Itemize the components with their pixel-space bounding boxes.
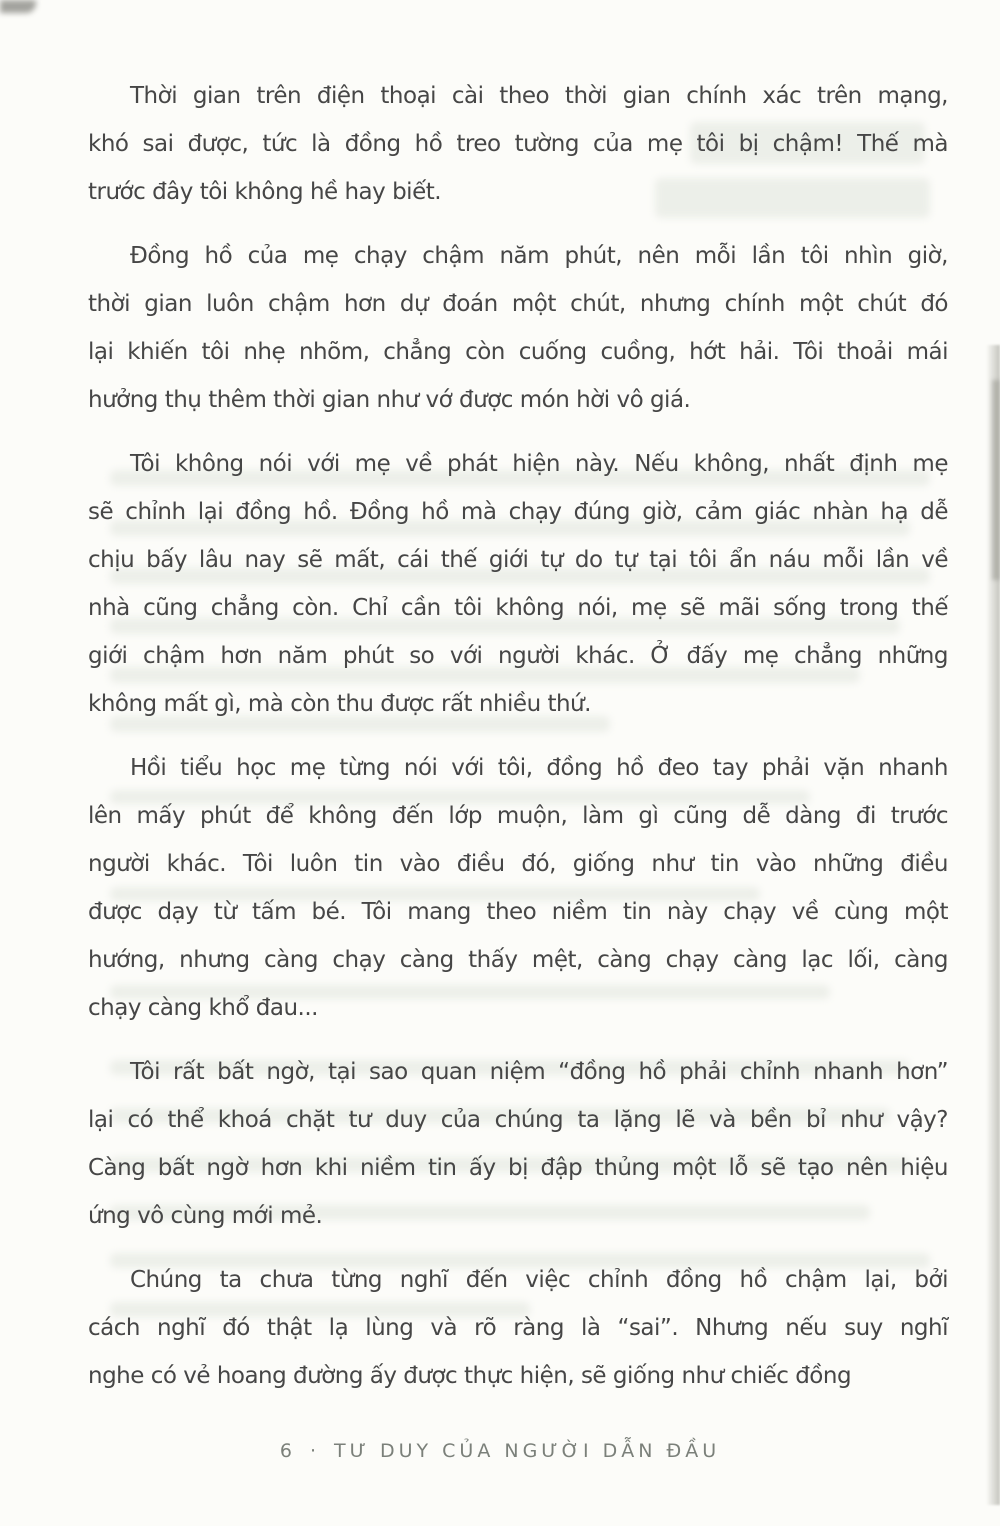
- text-line: Hồi tiểu học mẹ từng nói với tôi, đồng hồ đeo tay phải vặn nhanh: [130, 755, 948, 781]
- paragraph: [88, 440, 948, 728]
- scan-corner-smudge: [0, 0, 36, 13]
- text-line: lên mấy phút để không đến lớp muộn, làm gì cũng dễ dàng đi trước: [88, 803, 948, 829]
- paragraph: [88, 72, 948, 216]
- page-footer: [0, 1440, 1000, 1462]
- page-edge-shadow-dark: [992, 380, 1000, 580]
- paragraph: [88, 1256, 948, 1400]
- text-line: nhà cũng chẳng còn. Chỉ cần tôi không nói, mẹ sẽ mãi sống trong thế: [88, 595, 948, 621]
- text-line: chạy càng khổ đau...: [88, 995, 318, 1021]
- text-line: thời gian luôn chậm hơn dự đoán một chút, nhưng chính một chút đó: [88, 291, 948, 317]
- text-line: người khác. Tôi luôn tin vào điều đó, giống như tin vào những điều: [88, 851, 948, 877]
- page-number: 6: [279, 1440, 296, 1462]
- text-line: Chúng ta chưa từng nghĩ đến việc chỉnh đồng hồ chậm lại, bởi: [130, 1267, 948, 1293]
- text-line: Thời gian trên điện thoại cài theo thời gian chính xác trên mạng,: [130, 83, 948, 109]
- text-line: chịu bấy lâu nay sẽ mất, cái thế giới tự do tự tại tôi ẩn náu mỗi lần về: [88, 547, 948, 573]
- text-line: lại khiến tôi nhẹ nhõm, chẳng còn cuống cuồng, hớt hải. Tôi thoải mái: [88, 339, 948, 365]
- text-line: cách nghĩ đó thật lạ lùng và rõ ràng là “sai”. Nhưng nếu suy nghĩ: [88, 1315, 948, 1341]
- text-line: giới chậm hơn năm phút so với người khác. Ở đấy mẹ chẳng những: [88, 643, 948, 669]
- paragraph: [88, 1048, 948, 1240]
- page-body: [88, 72, 948, 1416]
- text-line: hướng, nhưng càng chạy càng thấy mệt, càng chạy càng lạc lối, càng: [88, 947, 948, 973]
- text-line: Tôi rất bất ngờ, tại sao quan niệm “đồng hồ phải chỉnh nhanh hơn”: [130, 1059, 948, 1085]
- paragraph: [88, 744, 948, 1032]
- text-line: khó sai được, tức là đồng hồ treo tường của mẹ tôi bị chậm! Thế mà: [88, 131, 948, 157]
- text-line: hưởng thụ thêm thời gian như vớ được món hời vô giá.: [88, 387, 691, 413]
- text-line: ứng vô cùng mới mẻ.: [88, 1203, 323, 1229]
- text-line: lại có thể khoá chặt tư duy của chúng ta lặng lẽ và bền bỉ như vậy?: [88, 1107, 948, 1133]
- text-line: Càng bất ngờ hơn khi niềm tin ấy bị đập thủng một lỗ sẽ tạo nên hiệu: [88, 1155, 948, 1181]
- text-line: được dạy từ tấm bé. Tôi mang theo niềm tin này chạy về cùng một: [88, 899, 948, 925]
- text-line: không mất gì, mà còn thu được rất nhiều thứ.: [88, 691, 591, 717]
- text-line: nghe có vẻ hoang đường ấy được thực hiện, sẽ giống như chiếc đồng: [88, 1363, 852, 1389]
- text-line: trước đây tôi không hề hay biết.: [88, 179, 442, 205]
- text-line: Đồng hồ của mẹ chạy chậm năm phút, nên mỗi lần tôi nhìn giờ,: [130, 243, 948, 269]
- footer-separator: ·: [309, 1440, 321, 1462]
- book-title: TƯ DUY CỦA NGƯỜI DẪN ĐẦU: [334, 1440, 721, 1462]
- paragraph: [88, 232, 948, 424]
- text-line: sẽ chỉnh lại đồng hồ. Đồng hồ mà chạy đúng giờ, cảm giác nhàn hạ dễ: [88, 499, 948, 525]
- text-line: Tôi không nói với mẹ về phát hiện này. Nếu không, nhất định mẹ: [130, 451, 948, 477]
